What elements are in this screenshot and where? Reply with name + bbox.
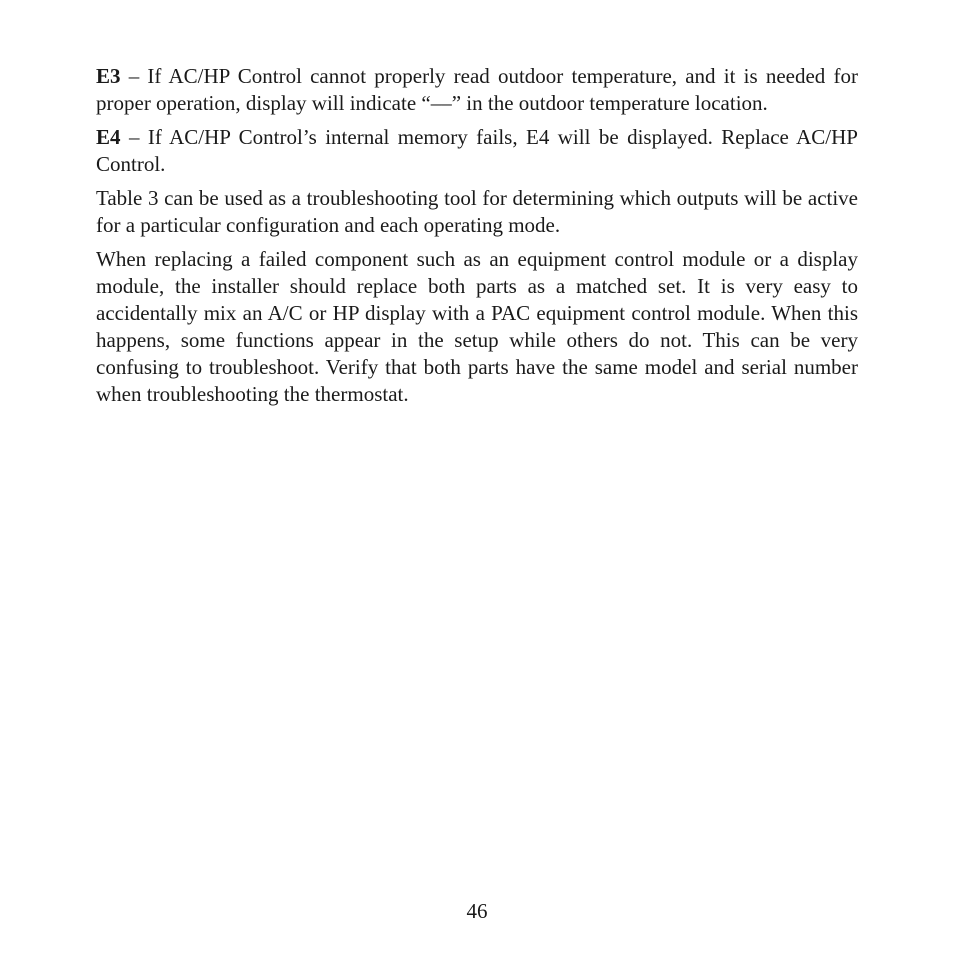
table-reference-paragraph bbox=[96, 185, 858, 239]
error-code-e4: E4 bbox=[96, 125, 121, 149]
page-body bbox=[96, 63, 858, 415]
page-number: 46 bbox=[466, 899, 488, 923]
error-e4-text: – If AC/HP Control’s internal memory fails, E4 will be displayed. Replace AC/HP Control. bbox=[96, 125, 858, 176]
error-e3-text: – If AC/HP Control cannot properly read outdoor temperature, and it is needed for proper operation, display will indicate “––” in the outdoor temperature location. bbox=[96, 64, 858, 115]
table-reference-text: Table 3 can be used as a troubleshooting tool for determining which outputs will be active for a particular configuration and each operating mode. bbox=[96, 186, 858, 237]
replacement-advice-paragraph bbox=[96, 246, 858, 408]
replacement-advice-text: When replacing a failed component such as an equipment control module or a display module, the installer should replace both parts as a matched set. It is very easy to accidentally mix an A/C or HP display with a PAC equipment control module. When this happens, some functions appear in the setup while others do not. This can be very confusing to troubleshoot. Verify that both parts have the same model and serial number when troubleshooting the thermostat. bbox=[96, 247, 858, 406]
error-e4-paragraph bbox=[96, 124, 858, 178]
error-e3-paragraph bbox=[96, 63, 858, 117]
error-code-e3: E3 bbox=[96, 64, 121, 88]
